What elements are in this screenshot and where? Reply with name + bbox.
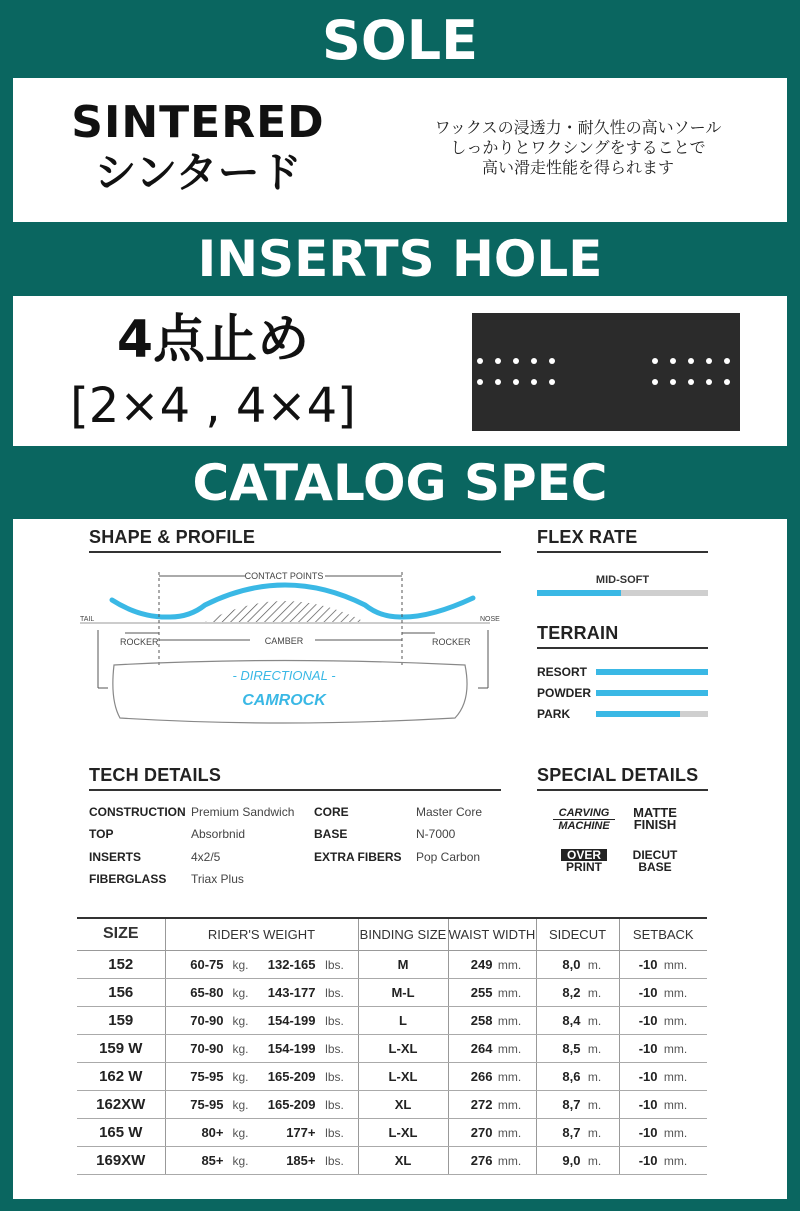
table-row bbox=[77, 1006, 707, 1034]
table-row bbox=[77, 978, 707, 1006]
size-cell: 159 bbox=[77, 1006, 165, 1034]
size-cell: 162 W bbox=[77, 1062, 165, 1090]
tech-value: 4x2/5 bbox=[191, 850, 221, 864]
special-details-rule bbox=[537, 789, 708, 791]
insert-hole bbox=[670, 379, 676, 385]
waist-cell: 276 mm. bbox=[448, 1146, 536, 1174]
insert-hole bbox=[724, 379, 730, 385]
terrain-bar-powder bbox=[596, 690, 708, 696]
insert-hole bbox=[531, 358, 537, 364]
flex-rate-heading: FLEX RATE bbox=[537, 527, 638, 547]
table-row bbox=[77, 1062, 707, 1090]
waist-cell: 266 mm. bbox=[448, 1062, 536, 1090]
waist-col-header: WAIST WIDTH bbox=[448, 918, 536, 950]
tail-label: TAIL bbox=[80, 616, 95, 623]
tech-label: CONSTRUCTION bbox=[89, 805, 186, 819]
terrain-fill-park bbox=[596, 711, 680, 717]
insert-hole bbox=[652, 379, 658, 385]
weight-cell: 85+ kg. 185+ lbs. bbox=[165, 1146, 358, 1174]
setback-cell: -10 mm. bbox=[619, 1006, 707, 1034]
setback-cell: -10 mm. bbox=[619, 1118, 707, 1146]
weight-cell: 75-95 kg. 165-209 lbs. bbox=[165, 1090, 358, 1118]
insert-holes-diagram bbox=[472, 313, 740, 431]
rocker-left-label: ROCKER bbox=[120, 637, 159, 647]
inserts-pattern: [2×4 , 4×4] bbox=[70, 378, 356, 434]
insert-hole bbox=[513, 379, 519, 385]
sidecut-cell: 8,7 m. bbox=[536, 1118, 619, 1146]
tech-details-rule bbox=[89, 789, 501, 791]
insert-hole bbox=[652, 358, 658, 364]
setback-cell: -10 mm. bbox=[619, 1034, 707, 1062]
weight-cell: 75-95 kg. 165-209 lbs. bbox=[165, 1062, 358, 1090]
setback-cell: -10 mm. bbox=[619, 1146, 707, 1174]
catalog-header: CATALOG SPEC bbox=[192, 454, 608, 512]
size-col-header: SIZE bbox=[77, 918, 165, 950]
setback-cell: -10 mm. bbox=[619, 978, 707, 1006]
inserts-header: INSERTS HOLE bbox=[197, 230, 603, 288]
setback-cell: -10 mm. bbox=[619, 950, 707, 978]
terrain-bar-park bbox=[596, 711, 708, 717]
insert-hole bbox=[706, 379, 712, 385]
binding-cell: XL bbox=[358, 1146, 448, 1174]
binding-cell: L-XL bbox=[358, 1062, 448, 1090]
table-row bbox=[77, 1118, 707, 1146]
terrain-heading: TERRAIN bbox=[537, 623, 619, 643]
tech-label: CORE bbox=[314, 805, 349, 819]
binding-cell: XL bbox=[358, 1090, 448, 1118]
sidecut-cell: 8,6 m. bbox=[536, 1062, 619, 1090]
matte-finish-icon bbox=[626, 807, 684, 831]
binding-cell: M bbox=[358, 950, 448, 978]
insert-hole bbox=[549, 379, 555, 385]
waist-cell: 272 mm. bbox=[448, 1090, 536, 1118]
tech-value: Absorbnid bbox=[191, 827, 246, 841]
table-row bbox=[77, 1090, 707, 1118]
tech-value: N-7000 bbox=[416, 827, 456, 841]
size-cell: 152 bbox=[77, 950, 165, 978]
weight-cell: 65-80 kg. 143-177 lbs. bbox=[165, 978, 358, 1006]
inserts-panel bbox=[13, 296, 787, 446]
sole-panel bbox=[13, 78, 787, 222]
diecut-base-line: DIECUT bbox=[632, 848, 678, 862]
sidecut-cell: 8,0 m. bbox=[536, 950, 619, 978]
weight-cell: 70-90 kg. 154-199 lbs. bbox=[165, 1034, 358, 1062]
shape-type-label: - DIRECTIONAL - bbox=[232, 668, 336, 683]
sidecut-cell: 9,0 m. bbox=[536, 1146, 619, 1174]
flex-rate-label: MID-SOFT bbox=[595, 574, 650, 586]
camber-label: CAMBER bbox=[264, 636, 304, 646]
insert-hole bbox=[688, 379, 694, 385]
flex-rate-fill bbox=[537, 590, 621, 596]
tech-label: FIBERGLASS bbox=[89, 872, 167, 886]
tech-value: Master Core bbox=[416, 805, 483, 819]
tech-value: Triax Plus bbox=[191, 872, 244, 886]
insert-hole bbox=[513, 358, 519, 364]
setback-col-header: SETBACK bbox=[619, 918, 707, 950]
diecut-base-icon bbox=[626, 849, 684, 873]
sidecut-cell: 8,5 m. bbox=[536, 1034, 619, 1062]
matte-finish-line: FINISH bbox=[633, 817, 677, 832]
sidecut-cell: 8,7 m. bbox=[536, 1090, 619, 1118]
terrain-label-park: PARK bbox=[537, 707, 571, 721]
insert-hole bbox=[706, 358, 712, 364]
tech-label: EXTRA FIBERS bbox=[314, 850, 402, 864]
sidecut-col-header: SIDECUT bbox=[536, 918, 619, 950]
insert-hole bbox=[477, 358, 483, 364]
terrain-fill-resort bbox=[596, 669, 708, 675]
insert-hole bbox=[688, 358, 694, 364]
terrain-bar-resort bbox=[596, 669, 708, 675]
weight-col-header: RIDER'S WEIGHT bbox=[165, 918, 358, 950]
tech-label: INSERTS bbox=[89, 850, 142, 864]
waist-cell: 264 mm. bbox=[448, 1034, 536, 1062]
weight-cell: 80+ kg. 177+ lbs. bbox=[165, 1118, 358, 1146]
sidecut-cell: 8,4 m. bbox=[536, 1006, 619, 1034]
matte-finish-line: MATTE bbox=[633, 805, 677, 820]
insert-hole bbox=[495, 358, 501, 364]
profile-diagram bbox=[80, 560, 510, 740]
sole-description-line: 高い滑走性能を得られます bbox=[481, 158, 674, 177]
insert-hole bbox=[724, 358, 730, 364]
sole-description-line: ワックスの浸透力・耐久性の高いソール bbox=[434, 118, 722, 137]
table-row bbox=[77, 950, 707, 978]
tech-label: TOP bbox=[89, 827, 114, 841]
sidecut-cell: 8,2 m. bbox=[536, 978, 619, 1006]
insert-hole bbox=[549, 358, 555, 364]
terrain-label-resort: RESORT bbox=[537, 665, 588, 679]
insert-hole bbox=[477, 379, 483, 385]
binding-col-header: BINDING SIZE bbox=[358, 918, 448, 950]
size-cell: 165 W bbox=[77, 1118, 165, 1146]
tech-label: BASE bbox=[314, 827, 348, 841]
table-row bbox=[77, 1146, 707, 1174]
binding-cell: L bbox=[358, 1006, 448, 1034]
rocker-right-label: ROCKER bbox=[432, 637, 471, 647]
size-cell: 162XW bbox=[77, 1090, 165, 1118]
table-row bbox=[77, 1034, 707, 1062]
sole-header: SOLE bbox=[321, 9, 479, 72]
tech-details-heading: TECH DETAILS bbox=[89, 765, 222, 785]
carving-machine-icon bbox=[553, 807, 615, 832]
weight-cell: 60-75 kg. 132-165 lbs. bbox=[165, 950, 358, 978]
waist-cell: 249 mm. bbox=[448, 950, 536, 978]
sole-description bbox=[373, 118, 783, 178]
waist-cell: 255 mm. bbox=[448, 978, 536, 1006]
tech-value: Premium Sandwich bbox=[191, 805, 295, 819]
carving-machine-line: CARVING bbox=[558, 807, 610, 819]
profile-name-label: CAMROCK bbox=[242, 692, 326, 709]
diecut-base-line: BASE bbox=[638, 860, 672, 874]
sole-name-en: SINTERED bbox=[71, 97, 325, 148]
shape-profile-heading: SHAPE & PROFILE bbox=[89, 527, 256, 547]
inserts-title: 4点止め bbox=[116, 310, 310, 370]
insert-hole bbox=[531, 379, 537, 385]
size-cell: 156 bbox=[77, 978, 165, 1006]
waist-cell: 270 mm. bbox=[448, 1118, 536, 1146]
binding-cell: L-XL bbox=[358, 1118, 448, 1146]
size-cell: 169XW bbox=[77, 1146, 165, 1174]
flex-rate-rule bbox=[537, 551, 708, 553]
sole-description-line: しっかりとワクシングをすることで bbox=[450, 138, 706, 157]
waist-cell: 258 mm. bbox=[448, 1006, 536, 1034]
over-print-line: PRINT bbox=[566, 860, 602, 874]
spec-table bbox=[77, 917, 707, 1175]
setback-cell: -10 mm. bbox=[619, 1090, 707, 1118]
spec-table-header bbox=[77, 918, 707, 950]
insert-hole bbox=[670, 358, 676, 364]
weight-cell: 70-90 kg. 154-199 lbs. bbox=[165, 1006, 358, 1034]
carving-machine-line: MACHINE bbox=[553, 819, 615, 832]
special-details-heading: SPECIAL DETAILS bbox=[537, 765, 699, 785]
setback-cell: -10 mm. bbox=[619, 1062, 707, 1090]
nose-label: NOSE bbox=[480, 616, 500, 623]
terrain-fill-powder bbox=[596, 690, 708, 696]
tech-value: Pop Carbon bbox=[416, 850, 481, 864]
over-print-line: OVER bbox=[561, 849, 607, 861]
insert-hole bbox=[495, 379, 501, 385]
binding-cell: L-XL bbox=[358, 1034, 448, 1062]
terrain-label-powder: POWDER bbox=[537, 686, 591, 700]
shape-profile-rule bbox=[89, 551, 501, 553]
binding-cell: M-L bbox=[358, 978, 448, 1006]
flex-rate-bar bbox=[537, 590, 708, 596]
contact-points-label: CONTACT POINTS bbox=[244, 571, 324, 581]
terrain-rule bbox=[537, 647, 708, 649]
sole-name-jp: シンタード bbox=[94, 148, 302, 197]
size-cell: 159 W bbox=[77, 1034, 165, 1062]
over-print-icon bbox=[561, 849, 607, 873]
